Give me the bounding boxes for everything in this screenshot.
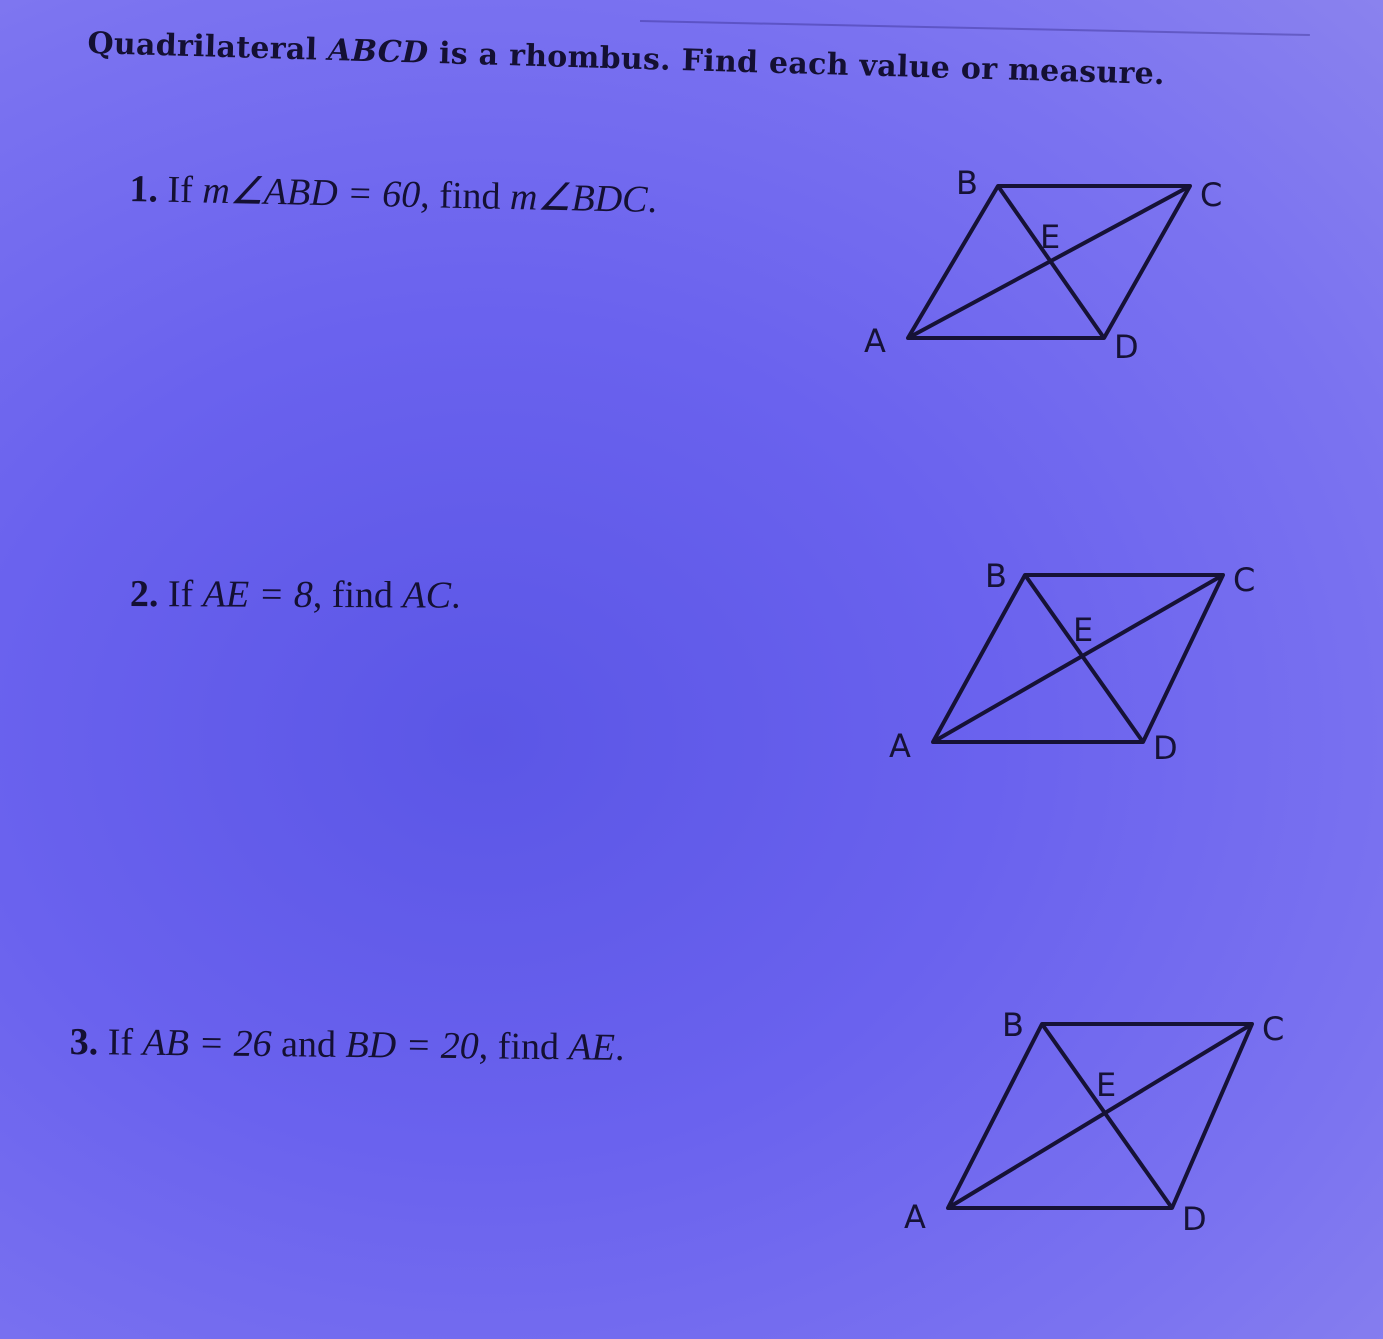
problem-2-end: . [450,574,461,617]
rhombus-2-label-b: B [985,557,1007,595]
rhombus-2-label-a: A [889,727,911,765]
problem-3 [70,1020,625,1070]
problem-3-given-2: BD = 20 [345,1023,480,1068]
rhombus-figure-3 [900,1000,1320,1245]
problem-3-end: . [614,1026,625,1069]
problem-3-mid: , find [478,1025,569,1069]
rhombus-1-label-a: A [864,322,886,360]
problem-2-find: AC [402,574,452,617]
instructions-part1: Quadrilateral [86,26,329,68]
rhombus-3-label-e: E [1096,1066,1117,1104]
problem-1 [129,166,657,222]
rhombus-3-label-a: A [904,1198,926,1236]
problem-1-find: m∠BDC [509,175,648,221]
paper-top-edge [640,0,1310,36]
problem-2-mid: , find [312,573,403,617]
problem-1-mid: , find [419,174,511,218]
problem-2-pre: If [158,573,203,616]
rhombus-1-label-d: D [1114,328,1139,366]
rhombus-figure-2 [885,555,1285,770]
instructions-part2: is a rhombus. Find each value or measure. [427,35,1166,93]
rhombus-3-label-b: B [1002,1006,1024,1044]
problem-1-pre: If [157,168,203,212]
problem-1-end: . [647,178,658,222]
rhombus-2-diagonal-bd [1025,575,1143,742]
rhombus-2-label-e: E [1073,611,1094,649]
rhombus-2-diagonal-ac [933,575,1223,742]
problem-1-number: 1. [129,167,159,211]
instructions-heading [87,26,1308,96]
rhombus-2-label-c: C [1233,561,1256,599]
rhombus-3-diagonal-bd [1042,1024,1172,1208]
problem-2-number: 2. [129,573,159,616]
problem-2-given: AE = 8 [202,573,313,616]
rhombus-1-label-e: E [1040,218,1061,256]
rhombus-2-label-d: D [1153,729,1178,767]
rhombus-1-label-c: C [1200,176,1223,214]
problem-3-number: 3. [69,1020,99,1064]
problem-3-and: and [271,1023,346,1066]
problem-1-given: m∠ABD = 60 [201,169,421,217]
problem-3-pre: If [98,1021,143,1064]
rhombus-1-label-b: B [956,164,978,202]
problem-3-find: AE [568,1026,616,1069]
rhombus-3-label-c: C [1262,1010,1285,1048]
rhombus-3-label-d: D [1182,1200,1207,1238]
problem-3-given: AB = 26 [142,1021,272,1066]
problem-2 [130,572,461,618]
instructions-figure-name: ABCD [327,32,429,71]
rhombus-figure-1 [860,164,1230,370]
rhombus-1-diagonal-bd [998,186,1104,338]
